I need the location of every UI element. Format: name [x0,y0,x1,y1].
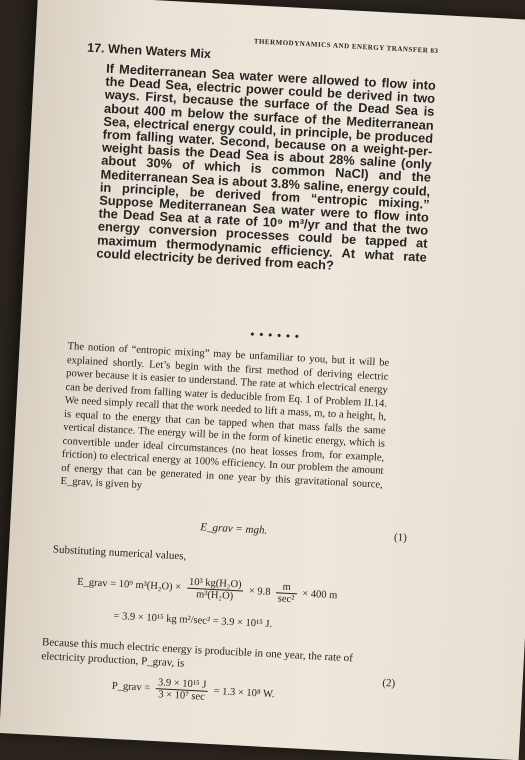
eq2-frac2-denominator: sec² [277,593,295,606]
eq2-fraction-units [275,581,297,605]
eq3-numerator: 3.9 × 10¹⁵ J [156,677,209,692]
problem-title: 17. When Waters Mix [86,40,212,62]
eq3-rhs: = 1.3 × 10⁸ W. [213,686,275,701]
eq2-lhs: E_grav = 10⁹ m³(H₂O) × [76,576,182,594]
eq2-frac-numerator: 10³ kg(H₂O) [187,577,244,592]
eq2-frac-denominator: m³(H₂O) [195,589,234,603]
equation-2-power [111,675,275,706]
eq2-frac2-numerator: m [276,581,297,594]
eq2-height: × 400 m [301,588,338,602]
eq2-gravity: × 9.8 [248,585,271,598]
section-separator: • • • • • • [250,328,301,344]
equation-1: E_grav = mgh. [200,521,268,537]
running-header: THERMODYNAMICS AND ENERGY TRANSFER 83 [253,37,439,56]
equation-2 [77,571,338,608]
eq2-fraction-density [186,577,244,603]
eq3-fraction [155,677,208,703]
equation-2-number: (2) [382,676,396,690]
problem-question: If Mediterranean Sea water were allowed to flow into the Dead Sea, electric power could be derived in two ways. First, because the surface of the Dead Sea is about 400 m below the surface of the Mediterranean Sea, electrical energy could, in principle, be produced from falling water. Second, because on a weight-per-weight basis the Dead Sea is about 28% saline (only about 30% of which is common NaCl) and the Mediterranean Sea is about 3.8% saline, energy could, in principle, be derived from “entropic mixing.” Suppose Mediterranean Sea water were to flow into the Dead Sea at a rate of 10⁹ m³/yr and that the two energy conversion processes could be tapped at maximum thermodynamic efficiency. At what rate could electricity be derived from each? [96,60,437,273]
substituting-text: Substituting numerical values, [52,543,187,563]
eq3-lhs: P_grav = [111,680,151,694]
equation-2-result: = 3.9 × 10¹⁵ kg m²/sec² = 3.9 × 10¹⁵ J. [113,610,273,631]
eq3-denominator: 3 × 10⁷ sec [157,689,206,703]
answer-paragraph: The notion of “entropic mixing” may be unfamiliar to you, but it will be explained shortly. Let’s begin with the first method of deriving electric power because it is easier to understand. The rate at which electrical energy can be derived from falling water is deducible from Eq. 1 of Problem II.14. We need simply recall that the work needed to lift a mass, m, to a height, h, is equal to the energy that can be tapped when that mass falls the same vertical distance. The energy will be in the form of kinetic energy, which is convertible under ideal circumstances (no heat losses from, for example, friction) to electrical energy at 100% efficiency. In our problem the amount of energy that can be generated in one year by this gravitational source, E_grav, is given by [60,341,390,492]
because-text: Because this much electric energy is producible in one year, the rate of electricity production, P_grav, is [41,636,354,670]
equation-1-number: (1) [393,531,408,545]
